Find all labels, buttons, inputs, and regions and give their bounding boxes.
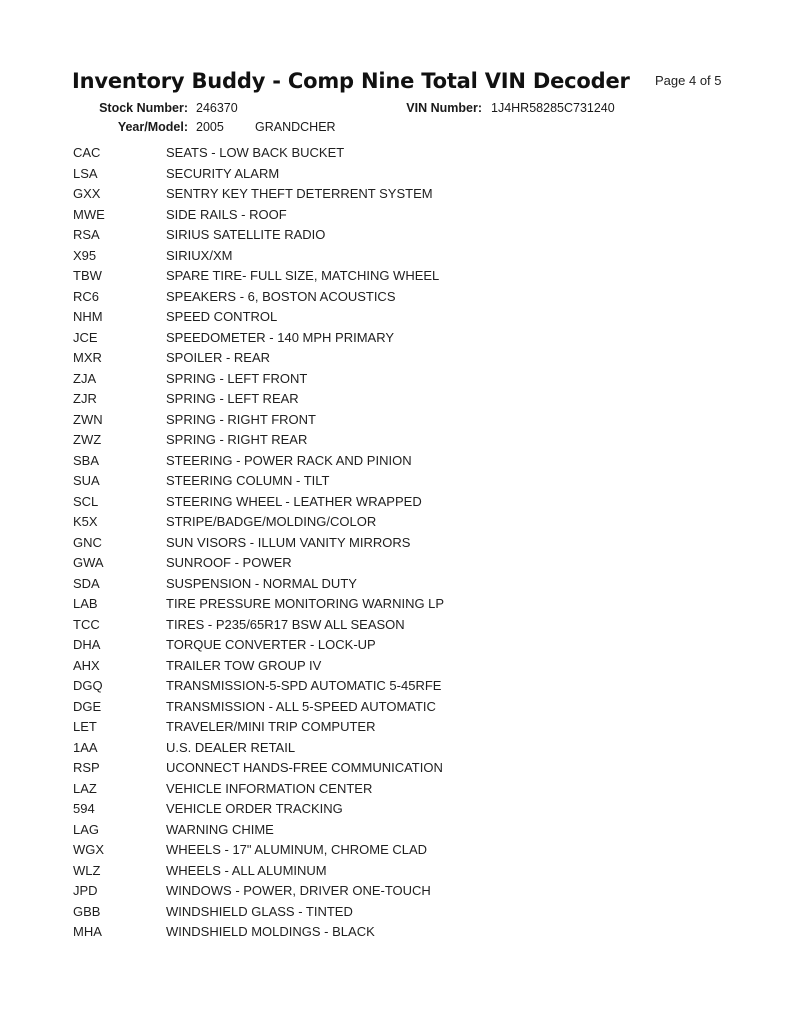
option-description: SPRING - RIGHT REAR — [166, 432, 308, 447]
option-code: TBW — [73, 268, 102, 283]
list-item — [0, 184, 800, 205]
page-title: Inventory Buddy - Comp Nine Total VIN Decoder — [72, 69, 630, 93]
year-model-label: Year/Model: — [117, 120, 188, 134]
option-description: SUNROOF - POWER — [166, 555, 292, 570]
option-description: SEATS - LOW BACK BUCKET — [166, 145, 345, 160]
option-description: SIRIUS SATELLITE RADIO — [166, 227, 326, 242]
list-item — [0, 881, 800, 902]
option-description: UCONNECT HANDS-FREE COMMUNICATION — [166, 760, 443, 775]
option-description: WINDOWS - POWER, DRIVER ONE-TOUCH — [166, 883, 431, 898]
list-item — [0, 266, 800, 287]
option-code-list — [0, 143, 800, 943]
option-code: TCC — [73, 616, 100, 632]
list-item — [0, 758, 800, 779]
option-description: SPEED CONTROL — [166, 309, 278, 324]
page-indicator: Page 4 of 5 — [655, 73, 722, 88]
list-item — [0, 799, 800, 820]
option-code: RSA — [73, 227, 100, 242]
option-code: K5X — [73, 514, 98, 529]
option-code: ZWZ — [73, 432, 102, 447]
option-description: SIRIUX/XM — [166, 247, 233, 263]
option-code: X95 — [73, 247, 97, 263]
list-item — [0, 676, 800, 697]
option-description: SPRING - RIGHT FRONT — [166, 411, 316, 427]
option-code: LAB — [73, 596, 98, 611]
option-description: WARNING CHIME — [166, 821, 274, 837]
option-description: VEHICLE ORDER TRACKING — [166, 801, 343, 816]
option-code: AHX — [73, 657, 100, 673]
option-description: VEHICLE INFORMATION CENTER — [166, 780, 373, 796]
stock-vin-row — [0, 101, 800, 117]
option-code: MWE — [73, 206, 105, 222]
option-code: LSA — [73, 165, 98, 181]
option-description: STRIPE/BADGE/MOLDING/COLOR — [166, 514, 377, 529]
option-description: SUSPENSION - NORMAL DUTY — [166, 575, 357, 591]
list-item — [0, 492, 800, 513]
option-code: 594 — [73, 801, 95, 816]
option-code: WLZ — [73, 862, 101, 878]
option-description: WINDSHIELD GLASS - TINTED — [166, 903, 353, 919]
list-item — [0, 820, 800, 841]
list-item — [0, 369, 800, 390]
option-code: DGQ — [73, 678, 103, 693]
option-description: STEERING WHEEL - LEATHER WRAPPED — [166, 493, 422, 509]
option-code: DHA — [73, 637, 101, 652]
option-description: SPOILER - REAR — [166, 350, 271, 365]
option-code: GNC — [73, 534, 102, 550]
list-item — [0, 410, 800, 431]
option-code: JCE — [73, 329, 98, 345]
list-item — [0, 656, 800, 677]
option-description: TRANSMISSION - ALL 5-SPEED AUTOMATIC — [166, 698, 436, 714]
option-code: SUA — [73, 473, 100, 488]
option-code: SDA — [73, 575, 100, 591]
list-item — [0, 902, 800, 923]
option-code: ZJR — [73, 391, 97, 406]
list-item — [0, 553, 800, 574]
vin-number-value: 1J4HR58285C731240 — [491, 101, 615, 115]
option-description: TORQUE CONVERTER - LOCK-UP — [166, 637, 376, 652]
list-item — [0, 615, 800, 636]
option-description: SIDE RAILS - ROOF — [166, 206, 287, 222]
option-code: JPD — [73, 883, 98, 898]
year-value: 2005 — [196, 120, 224, 134]
option-code: DGE — [73, 698, 102, 714]
option-description: STEERING - POWER RACK AND PINION — [166, 452, 412, 468]
option-code: GWA — [73, 555, 104, 570]
list-item — [0, 389, 800, 410]
list-item — [0, 697, 800, 718]
list-item — [0, 738, 800, 759]
list-item — [0, 635, 800, 656]
option-description: TRAVELER/MINI TRIP COMPUTER — [166, 719, 376, 734]
list-item — [0, 451, 800, 472]
option-code: 1AA — [73, 739, 98, 755]
model-value: GRANDCHER — [255, 120, 336, 134]
option-code: SCL — [73, 493, 99, 509]
option-code: RSP — [73, 760, 100, 775]
option-description: STEERING COLUMN - TILT — [166, 473, 330, 488]
list-item — [0, 533, 800, 554]
option-code: GXX — [73, 186, 101, 201]
list-item — [0, 861, 800, 882]
option-description: SPEAKERS - 6, BOSTON ACOUSTICS — [166, 288, 396, 304]
option-description: SPARE TIRE- FULL SIZE, MATCHING WHEEL — [166, 268, 440, 283]
option-description: WHEELS - 17" ALUMINUM, CHROME CLAD — [166, 842, 428, 857]
option-code: ZWN — [73, 411, 103, 427]
year-model-row — [0, 120, 800, 136]
list-item — [0, 246, 800, 267]
option-description: WINDSHIELD MOLDINGS - BLACK — [166, 924, 375, 939]
option-code: ZJA — [73, 370, 97, 386]
list-item — [0, 512, 800, 533]
option-description: TIRE PRESSURE MONITORING WARNING LP — [166, 596, 445, 611]
option-description: SPEEDOMETER - 140 MPH PRIMARY — [166, 329, 395, 345]
option-code: SBA — [73, 452, 100, 468]
list-item — [0, 287, 800, 308]
option-code: GBB — [73, 903, 101, 919]
list-item — [0, 143, 800, 164]
option-description: SPRING - LEFT FRONT — [166, 370, 308, 386]
option-description: SECURITY ALARM — [166, 165, 280, 181]
option-code: LET — [73, 719, 97, 734]
list-item — [0, 471, 800, 492]
list-item — [0, 164, 800, 185]
option-description: TRAILER TOW GROUP IV — [166, 657, 322, 673]
list-item — [0, 348, 800, 369]
list-item — [0, 225, 800, 246]
list-item — [0, 328, 800, 349]
option-code: LAG — [73, 821, 100, 837]
option-code: CAC — [73, 145, 101, 160]
list-item — [0, 574, 800, 595]
stock-number-value: 246370 — [196, 101, 238, 115]
option-code: RC6 — [73, 288, 100, 304]
list-item — [0, 922, 800, 943]
option-description: SUN VISORS - ILLUM VANITY MIRRORS — [166, 534, 411, 550]
option-description: SENTRY KEY THEFT DETERRENT SYSTEM — [166, 186, 433, 201]
list-item — [0, 779, 800, 800]
list-item — [0, 307, 800, 328]
list-item — [0, 717, 800, 738]
stock-number-label: Stock Number: — [99, 101, 188, 115]
list-item — [0, 205, 800, 226]
option-description: TRANSMISSION-5-SPD AUTOMATIC 5-45RFE — [166, 678, 442, 693]
option-code: WGX — [73, 842, 105, 857]
option-code: MHA — [73, 924, 102, 939]
option-code: NHM — [73, 309, 103, 324]
list-item — [0, 430, 800, 451]
option-description: WHEELS - ALL ALUMINUM — [166, 862, 327, 878]
option-code: MXR — [73, 350, 102, 365]
list-item — [0, 594, 800, 615]
option-code: LAZ — [73, 780, 97, 796]
option-description: U.S. DEALER RETAIL — [166, 739, 296, 755]
vin-number-label: VIN Number: — [406, 101, 482, 115]
option-description: TIRES - P235/65R17 BSW ALL SEASON — [166, 616, 405, 632]
option-description: SPRING - LEFT REAR — [166, 391, 299, 406]
list-item — [0, 840, 800, 861]
